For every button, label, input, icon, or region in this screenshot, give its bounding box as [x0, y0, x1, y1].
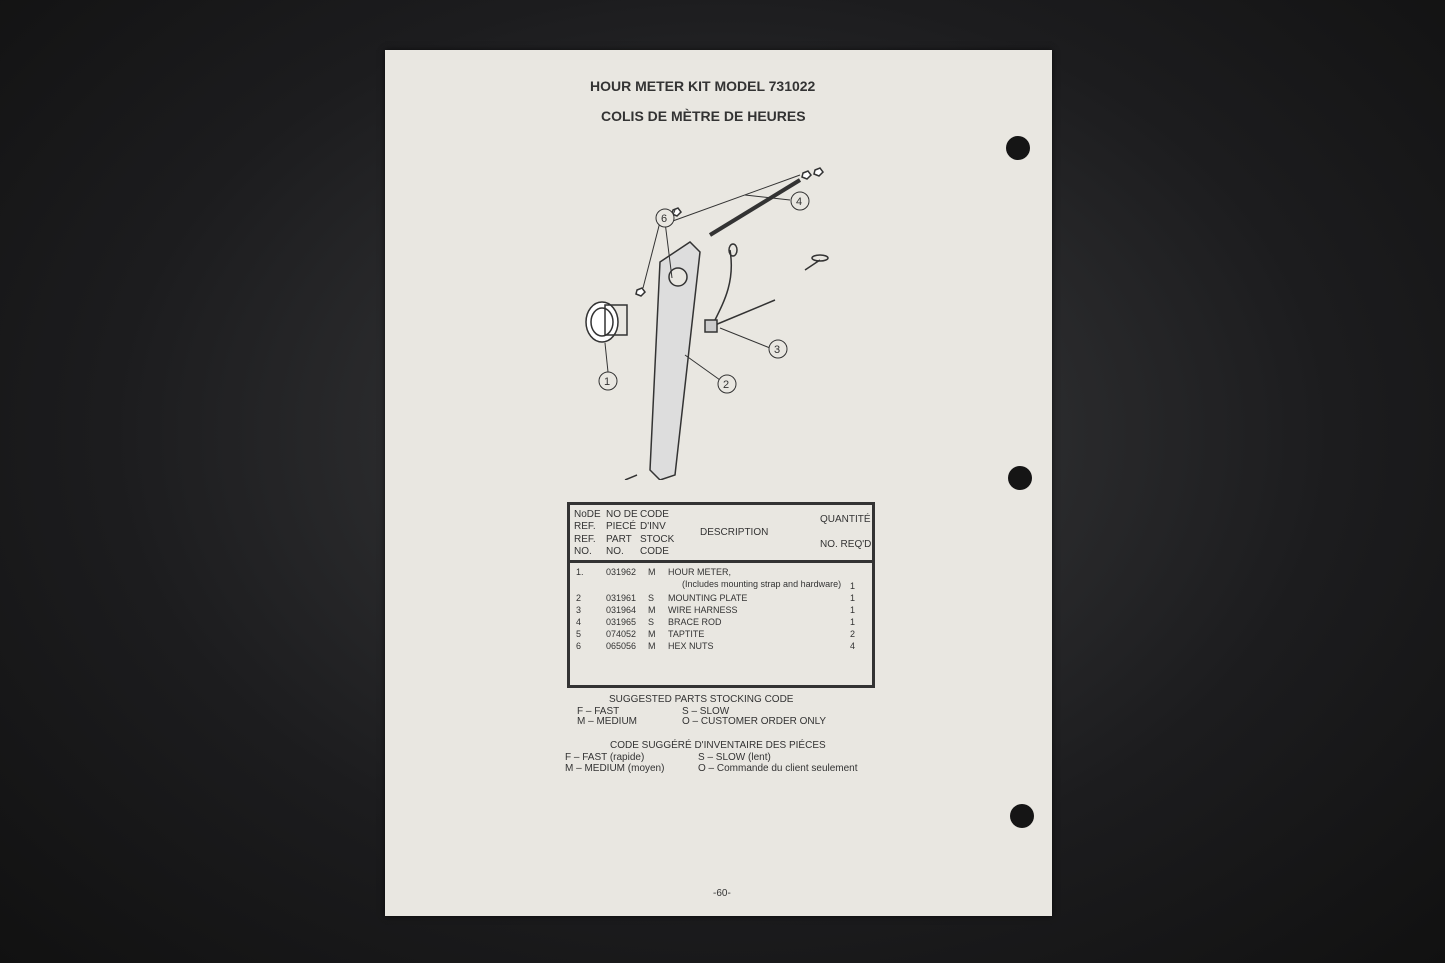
header-en-code: STOCK CODE: [640, 534, 675, 557]
legend-fr-f: F – FAST (rapide): [565, 752, 645, 763]
row-description: MOUNTING PLATE: [668, 593, 748, 603]
wire-connector: [705, 320, 717, 332]
svg-text:2: 2: [723, 379, 730, 391]
binder-hole: [1006, 136, 1030, 160]
row-ref: 3: [576, 605, 582, 615]
row-ref: 6: [576, 641, 582, 651]
row-note: (Includes mounting strap and hardware): [682, 579, 842, 589]
legend-fr-m: M – MEDIUM (moyen): [565, 763, 665, 774]
binder-hole: [1008, 466, 1032, 490]
exploded-parts-diagram: [565, 150, 885, 480]
document-page: [385, 50, 1052, 916]
row-ref: 1.: [576, 567, 584, 577]
legend-fr-o: O – Commande du client seulement: [698, 763, 858, 774]
svg-text:6: 6: [661, 213, 668, 225]
row-part-no: 031962: [606, 567, 637, 577]
row-part-no: 074052: [606, 629, 637, 639]
header-en-qty: NO. REQ'D: [820, 539, 872, 550]
row-qty: 2: [850, 629, 856, 639]
svg-text:4: 4: [796, 196, 803, 208]
row-ref: 2: [576, 593, 582, 603]
row-stock-code: S: [648, 593, 655, 603]
row-description: HEX NUTS: [668, 641, 714, 651]
row-description: HOUR METER,: [668, 567, 731, 577]
row-part-no: 031964: [606, 605, 637, 615]
legend-en-title: SUGGESTED PARTS STOCKING CODE: [609, 694, 794, 705]
row-qty: 1: [850, 605, 856, 615]
row-stock-code: M: [648, 641, 656, 651]
legend-en-s: S – SLOW: [682, 706, 730, 717]
legend-en-m: M – MEDIUM: [577, 716, 637, 727]
header-en-ref: REF. NO.: [574, 534, 596, 557]
brace-rod: [710, 180, 803, 235]
legend-fr-s: S – SLOW (lent): [698, 752, 771, 763]
row-ref: 5: [576, 629, 582, 639]
page-number: -60-: [713, 888, 731, 899]
parts-table: [567, 502, 875, 688]
page-subtitle: COLIS DE MÈTRE DE HEURES: [601, 108, 806, 124]
legend-en-f: F – FAST: [577, 706, 620, 717]
header-fr-qty: QUANTITÉ: [820, 514, 871, 525]
header-fr-code: CODE D'INV: [640, 509, 669, 532]
table-header: [570, 505, 872, 563]
page-title: HOUR METER KIT MODEL 731022: [590, 78, 816, 94]
row-qty: 1: [850, 617, 856, 627]
binder-hole: [1010, 804, 1034, 828]
header-description: DESCRIPTION: [700, 527, 769, 538]
header-en-part: PART NO.: [606, 534, 632, 557]
row-stock-code: M: [648, 629, 656, 639]
row-qty: 1: [850, 581, 856, 591]
row-description: BRACE ROD: [668, 617, 722, 627]
row-part-no: 031961: [606, 593, 637, 603]
row-qty: 4: [850, 641, 856, 651]
svg-text:1: 1: [604, 376, 611, 388]
legend-fr-title: CODE SUGGÉRÉ D'INVENTAIRE DES PIÉCES: [610, 740, 826, 751]
row-description: TAPTITE: [668, 629, 705, 639]
legend-en-o: O – CUSTOMER ORDER ONLY: [682, 716, 827, 727]
svg-text:3: 3: [774, 344, 781, 356]
header-fr-ref: NoDE REF.: [574, 509, 601, 532]
header-fr-part: NO DE PIECÉ: [606, 509, 638, 532]
row-stock-code: M: [648, 567, 656, 577]
row-stock-code: S: [648, 617, 655, 627]
row-description: WIRE HARNESS: [668, 605, 738, 615]
row-stock-code: M: [648, 605, 656, 615]
row-ref: 4: [576, 617, 582, 627]
row-part-no: 031965: [606, 617, 637, 627]
row-part-no: 065056: [606, 641, 637, 651]
row-qty: 1: [850, 593, 856, 603]
